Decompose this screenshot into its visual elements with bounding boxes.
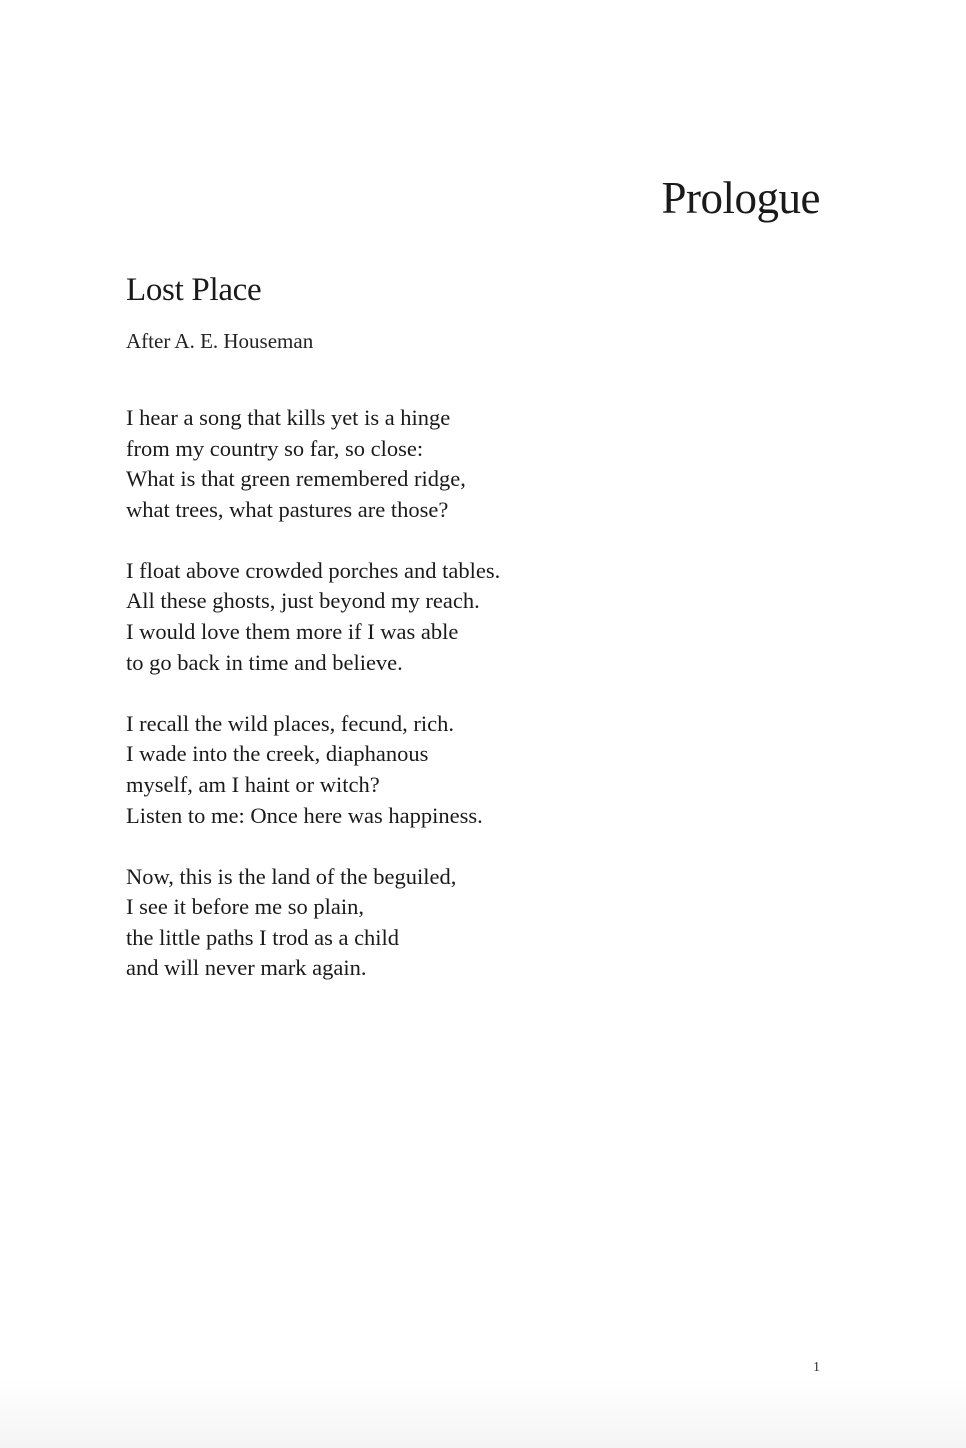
poem-line: All these ghosts, just beyond my reach.: [126, 588, 480, 614]
poem-line: I would love them more if I was able: [126, 619, 459, 645]
poem-line: I see it before me so plain,: [126, 894, 365, 920]
poem-body: [126, 403, 726, 1015]
page-number: 1: [813, 1360, 820, 1375]
poem-line: myself, am I haint or witch?: [126, 771, 380, 797]
poem-epigraph: After A. E. Houseman: [126, 329, 314, 353]
poem-line: I float above crowded porches and tables.: [126, 557, 501, 583]
section-title: Prologue: [661, 173, 820, 223]
stanza-4: [126, 862, 726, 984]
poem-line: Listen to me: Once here was happiness.: [126, 802, 483, 828]
poem-line: to go back in time and believe.: [126, 649, 403, 675]
poem-line: I wade into the creek, diaphanous: [126, 741, 429, 767]
poem-line: I recall the wild places, fecund, rich.: [126, 710, 454, 736]
poem-line: What is that green remembered ridge,: [126, 466, 466, 492]
poem-line: I hear a song that kills yet is a hinge: [126, 405, 451, 430]
stanza-1: [126, 403, 726, 525]
poem-line: what trees, what pastures are those?: [126, 496, 449, 522]
stanza-2: [126, 556, 726, 678]
poem-line: the little paths I trod as a child: [126, 924, 400, 950]
poem-line: from my country so far, so close:: [126, 435, 424, 461]
poem-title: Lost Place: [126, 272, 262, 308]
poem-line: Now, this is the land of the beguiled,: [126, 863, 457, 889]
stanza-3: [126, 709, 726, 831]
poem-line: and will never mark again.: [126, 955, 367, 981]
